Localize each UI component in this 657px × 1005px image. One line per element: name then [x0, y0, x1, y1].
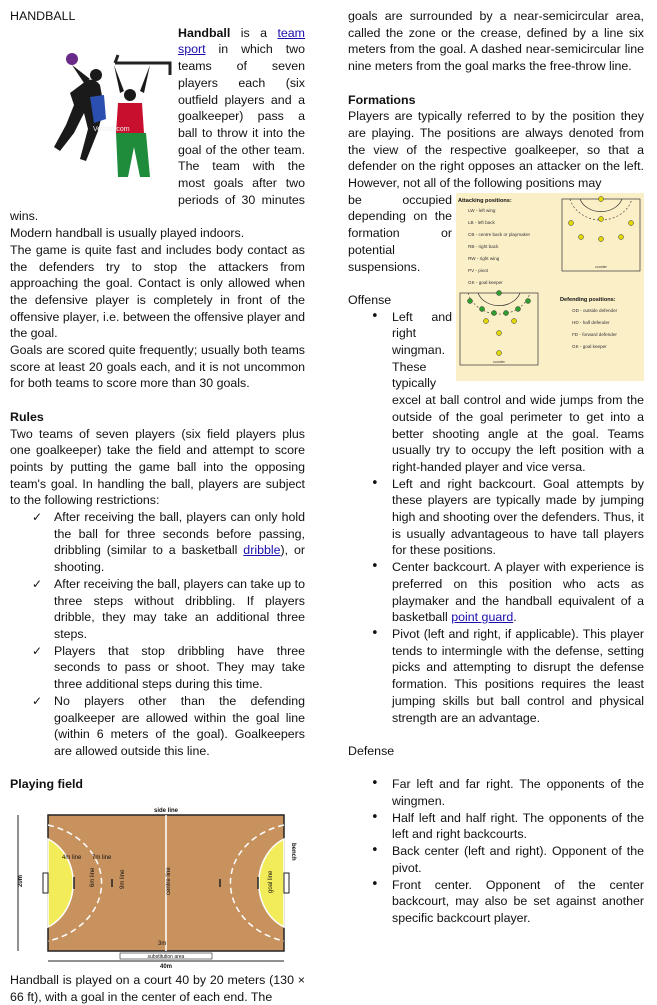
- field-caption: Handball is played on a court 40 by 20 meters (130 × 66 ft), with a goal in the center of each end. The: [10, 973, 305, 1004]
- four-m-label: 4m line: [62, 855, 82, 862]
- diagram-label: counter: [493, 359, 505, 364]
- doc-title: HANDBALL: [10, 9, 76, 23]
- bench-label: bench: [290, 843, 296, 861]
- rules-intro: Two teams of seven players (six field players plus one goalkeeper) take the field and attempt to score points by putting the game ball into the opposing team's goal. In handling the ball, players are subject to the following restrictions:: [10, 426, 305, 508]
- diagram-label: counter: [595, 264, 607, 269]
- offense-item: [370, 309, 644, 476]
- field-caption-cont: goals are surrounded by a near-semicircular area, called the zone or the crease, defined by a line six meters from the goal. A dashed near-semicircular line nine meters from the goal marks the free-throw line.: [348, 9, 644, 74]
- defense-item: • Back center (left and right). Opponent of the pivot.: [370, 843, 644, 876]
- formations-text-b: be occupied depending on the formation or potential suspensions.: [348, 192, 452, 274]
- attacking-position: LB - left back: [468, 219, 495, 225]
- defending-position: GK - goal keeper: [572, 343, 607, 349]
- goals-paragraph: Goals are scored quite frequently; usually both teams score at least 20 goals each, and it is not uncommon for both teams to score more than 30 goals.: [10, 343, 305, 391]
- illustration-watermark: Vector..com: [93, 125, 130, 133]
- offense-list: [370, 309, 644, 727]
- defense-item: • Front center. Opponent of the center backcourt, may also be set against another specific backcourt player.: [370, 877, 644, 927]
- substitution-label: substitution area: [147, 954, 185, 961]
- offense-item: [370, 559, 644, 626]
- attacking-position: LW - left wing: [468, 207, 496, 213]
- rule-item: [28, 509, 305, 576]
- length-label: 40m: [159, 964, 173, 971]
- rule-text-after: ), or shooting.: [54, 543, 305, 575]
- left-column: [10, 8, 305, 1005]
- offense-heading: Offense: [348, 292, 392, 307]
- defending-position: FD - forward defender: [572, 331, 617, 337]
- rule-item: [28, 693, 305, 760]
- offense-text-after: .: [513, 610, 517, 625]
- offense-text: Pivot (left and right, if applicable). This player tends to intermingle with the defense, setting picks and attempting to disrupt the defense formation. This positions requires the least jumping skills but ball control and physical strength are an advantage.: [392, 626, 644, 725]
- offense-text: Left and right wingman. These typically excel at ball control and wide jumps from the outside of the goal perimeter to get into a better shooting angle at the goal. Teams usually try to occupy the left position with a right-handed player and vice versa.: [392, 309, 644, 474]
- offense-item: [370, 626, 644, 726]
- defending-position: OD - outside defender: [572, 307, 618, 313]
- attacking-position: RW - right wing: [468, 255, 500, 261]
- attacking-position: GK - goal keeper: [468, 279, 503, 285]
- rule-text: After receiving the ball, players can take up to three steps without dribbling. If players dribble, they may take an additional three steps.: [54, 576, 305, 641]
- contact-paragraph: The game is quite fast and includes body contact as the defenders try to stop the attackers from approaching the goal. Contact is only allowed when the defensive player is completely in front of the offensive player, i.e. between the offensive player and the goal.: [10, 242, 305, 341]
- offense-item: [370, 476, 644, 560]
- rules-list: [28, 509, 305, 760]
- right-column: [348, 8, 644, 927]
- defense-item: • Far left and far right. The opponents of the wingmen.: [370, 776, 644, 809]
- nine-m-label: 9m line: [120, 869, 126, 890]
- indoors-paragraph: Modern handball is usually played indoors.: [10, 226, 245, 241]
- rule-item: [28, 643, 305, 693]
- rule-text: No players other than the defending goalkeeper are allowed within the goal line (within 6 meters of the goal). Goalkeepers are allowed outside this line.: [54, 693, 305, 758]
- seven-m-label: 7m line: [92, 855, 112, 862]
- intro-rest: in which two teams of seven players each (six outfield players and a goalkeeper) pass a ball to throw it into the goal of the other team. The team with the most goals after two periods of 30 minutes wins.: [10, 42, 305, 224]
- rule-text: After receiving the ball, players can only hold the ball for three seconds before passing, dribbling (similar to a basketball: [54, 510, 305, 558]
- attacking-position: CB - centre back or playmaker: [468, 231, 531, 237]
- goal-line-label: goal line: [268, 870, 274, 894]
- centre-line-label: centre line: [166, 867, 172, 896]
- defense-heading: Defense: [348, 743, 395, 758]
- dribble-link[interactable]: dribble: [243, 543, 281, 558]
- side-line-label: side line: [153, 808, 179, 815]
- attacking-title: Attacking positions:: [458, 197, 512, 204]
- offense-text: Left and right backcourt. Goal attempts by these players are typically made by jumping high and shooting over the defenders. Thus, it is usually advantageous to have tall players for these positions.: [392, 476, 644, 558]
- playing-field-heading: Playing field: [10, 777, 83, 792]
- rule-text: Players that stop dribbling have three seconds to pass or shoot. They may take three additional steps during this time.: [54, 643, 305, 692]
- defense-item: • Half left and half right. The opponents of the left and right backcourts.: [370, 810, 644, 843]
- team-sport-link[interactable]: team sport: [178, 25, 305, 57]
- attacking-position: RB - right back: [468, 243, 499, 249]
- defending-title: Defending positions:: [560, 296, 616, 303]
- intro-term: Handball: [178, 25, 231, 40]
- formations-heading: Formations: [348, 92, 416, 107]
- playing-field-diagram: [10, 807, 300, 969]
- intro-is-a: is a: [230, 25, 278, 40]
- defense-list: [370, 776, 644, 926]
- point-guard-link[interactable]: point guard: [451, 610, 514, 625]
- offense-text: Center backcourt. A player with experience is preferred on this position who acts as playmaker and the handball equivalent of a basketball: [392, 560, 644, 625]
- formations-text-a: Players are typically referred to by the position they are playing. The positions are always denoted from the view of the respective goalkeeper, so that a defender on the right opposes an attacker on the left. However, not all of the following positions may: [348, 109, 644, 191]
- attacking-position: PV - pivot: [468, 267, 488, 273]
- six-m-label: 6m line: [90, 867, 96, 888]
- rules-heading: Rules: [10, 409, 44, 424]
- defending-position: HD - half defender: [572, 319, 610, 325]
- three-m-label: 3m: [158, 941, 167, 948]
- width-label: 20m: [18, 875, 24, 888]
- rule-item: [28, 576, 305, 643]
- handball-players-illustration: [10, 25, 176, 197]
